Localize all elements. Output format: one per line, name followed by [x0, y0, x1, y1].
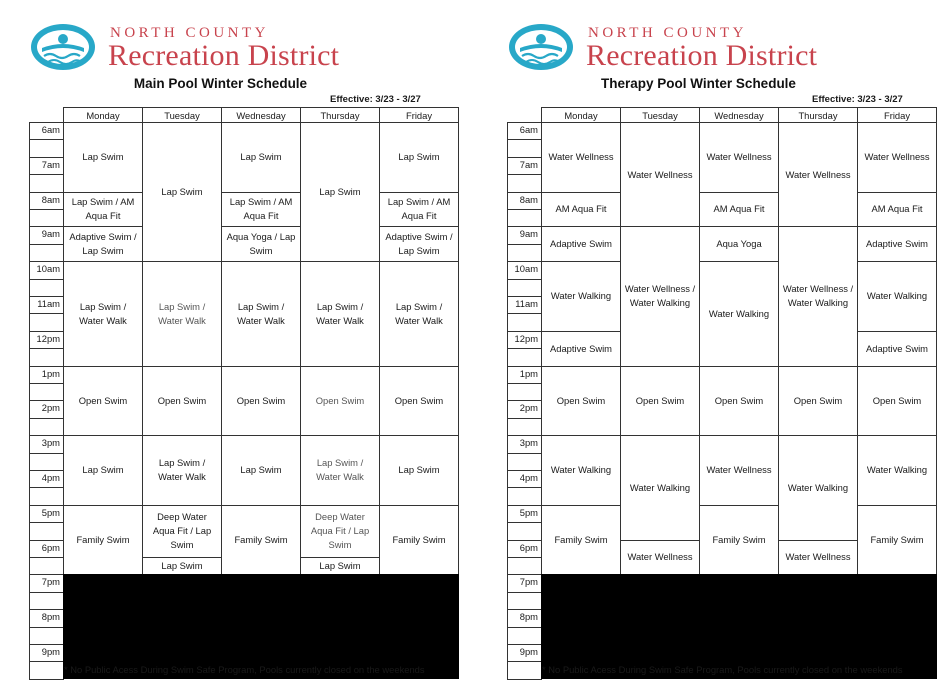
- time-slot: [507, 279, 542, 297]
- time-label: 7am: [519, 158, 538, 170]
- activity-block: AM Aqua Fit: [699, 192, 779, 228]
- time-slot: [507, 139, 542, 157]
- time-slot: [507, 244, 542, 262]
- footnote: * No Public Acess During Swim Safe Program, Pools currently closed on the weekends: [542, 664, 903, 675]
- activity-block: Lap Swim: [300, 557, 380, 575]
- day-header: Monday: [63, 107, 143, 123]
- time-label: 7am: [41, 158, 60, 170]
- activity-block: AM Aqua Fit: [857, 192, 937, 228]
- activity-block: Family Swim: [541, 505, 621, 576]
- time-slot: [507, 627, 542, 645]
- time-label: 9am: [519, 228, 538, 240]
- activity-block: Open Swim: [63, 366, 143, 437]
- day-header: Wednesday: [221, 107, 301, 123]
- district-logo: [508, 22, 848, 74]
- activity-block: Water Wellness: [778, 122, 858, 227]
- activity-block: Family Swim: [699, 505, 779, 576]
- swimmer-emblem-icon: [508, 22, 574, 72]
- activity-block: Lap Swim / AM Aqua Fit: [63, 192, 143, 228]
- activity-block: Water Walking: [857, 435, 937, 506]
- activity-block: Adaptive Swim: [857, 331, 937, 367]
- logo-line1: NORTH COUNTY: [110, 25, 270, 41]
- activity-block: Lap Swim / Water Walk: [221, 261, 301, 366]
- logo-line2: Recreation District: [586, 39, 818, 72]
- activity-block: Lap Swim / Water Walk: [300, 261, 380, 366]
- day-header: Friday: [379, 107, 459, 123]
- activity-block: Lap Swim / Water Walk: [142, 435, 222, 506]
- effective-dates: Effective: 3/23 - 3/27: [330, 94, 421, 105]
- time-label: 1pm: [519, 367, 538, 379]
- activity-block: Lap Swim / Water Walk: [63, 261, 143, 366]
- activity-block: Lap Swim / Water Walk: [142, 261, 222, 366]
- time-label: 9pm: [41, 646, 60, 657]
- time-label: 3pm: [41, 437, 60, 449]
- activity-block: Adaptive Swim: [857, 226, 937, 262]
- time-label: 12pm: [36, 332, 60, 344]
- activity-block: Open Swim: [541, 366, 621, 437]
- schedule-title: Therapy Pool Winter Schedule: [601, 76, 796, 91]
- activity-block: AM Aqua Fit: [541, 192, 621, 228]
- activity-block: Water Wellness: [541, 122, 621, 193]
- time-label: 8am: [41, 193, 60, 205]
- day-header: Friday: [857, 107, 937, 123]
- activity-block: Open Swim: [857, 366, 937, 437]
- activity-block: Adaptive Swim / Lap Swim: [379, 226, 459, 262]
- activity-block: Water Wellness / Water Walking: [778, 226, 858, 366]
- activity-block: Open Swim: [142, 366, 222, 437]
- activity-block: Lap Swim / Water Walk: [300, 435, 380, 506]
- activity-block: Water Walking: [541, 261, 621, 332]
- time-label: 5pm: [519, 506, 538, 518]
- activity-block: Family Swim: [857, 505, 937, 576]
- time-label: 2pm: [41, 402, 60, 414]
- day-header: Wednesday: [699, 107, 779, 123]
- time-label: 11am: [37, 298, 60, 309]
- time-label: 6am: [519, 124, 538, 135]
- time-label: 2pm: [519, 402, 538, 414]
- schedule-title: Main Pool Winter Schedule: [133, 76, 308, 91]
- activity-block: Water Walking: [699, 261, 779, 366]
- activity-block: Water Wellness: [857, 122, 937, 193]
- time-label: 10am: [514, 263, 538, 275]
- time-slot: [507, 661, 542, 679]
- activity-block: Lap Swim / AM Aqua Fit: [379, 192, 459, 228]
- day-header: Monday: [541, 107, 621, 123]
- activity-block: Lap Swim: [63, 122, 143, 193]
- activity-block: Water Wellness: [620, 122, 700, 227]
- activity-block: Adaptive Swim: [541, 331, 621, 367]
- activity-block: Open Swim: [699, 366, 779, 437]
- time-slot: [507, 209, 542, 227]
- activity-block: Open Swim: [620, 366, 700, 437]
- time-label: 8pm: [519, 611, 538, 623]
- time-label: 6pm: [519, 541, 538, 553]
- time-slot: [507, 348, 542, 366]
- activity-block: Open Swim: [221, 366, 301, 437]
- footnote: * No Public Acess During Swim Safe Program, Pools currently closed on the weekends: [64, 664, 425, 675]
- time-slot: [507, 522, 542, 540]
- activity-block: Lap Swim: [221, 122, 301, 193]
- activity-block: Open Swim: [778, 366, 858, 437]
- activity-block: Water Wellness / Water Walking: [620, 226, 700, 366]
- time-slot: [507, 313, 542, 331]
- activity-block: Open Swim: [300, 366, 380, 437]
- activity-block: Adaptive Swim: [541, 226, 621, 262]
- time-label: 3pm: [519, 437, 538, 449]
- day-header: Thursday: [778, 107, 858, 123]
- activity-block: Water Wellness: [778, 540, 858, 576]
- activity-block: Lap Swim / Water Walk: [379, 261, 459, 366]
- logo-line1: NORTH COUNTY: [588, 25, 748, 41]
- activity-block: Lap Swim: [63, 435, 143, 506]
- activity-block: Family Swim: [221, 505, 301, 576]
- time-label: 10am: [36, 263, 60, 275]
- logo-line2: Recreation District: [108, 39, 340, 72]
- time-label: 12pm: [514, 332, 538, 344]
- activity-block: Family Swim: [63, 505, 143, 576]
- time-slot: [507, 592, 542, 610]
- time-slot: [507, 557, 542, 575]
- activity-block: Deep Water Aqua Fit / Lap Swim: [300, 505, 380, 558]
- activity-block: Lap Swim: [221, 435, 301, 506]
- effective-dates: Effective: 3/23 - 3/27: [812, 94, 903, 105]
- time-slot: [507, 487, 542, 505]
- time-slot: [507, 174, 542, 192]
- time-label: 6am: [41, 124, 60, 135]
- activity-block: Water Walking: [620, 435, 700, 540]
- time-label: 4pm: [41, 472, 60, 483]
- activity-block: Lap Swim: [379, 122, 459, 193]
- activity-block: Lap Swim: [379, 435, 459, 506]
- time-label: 1pm: [41, 367, 60, 379]
- time-slot: [507, 418, 542, 436]
- time-label: 8pm: [41, 611, 60, 623]
- activity-block: Aqua Yoga: [699, 226, 779, 262]
- time-label: 5pm: [41, 506, 60, 518]
- activity-block: Aqua Yoga / Lap Swim: [221, 226, 301, 262]
- activity-block: Lap Swim: [142, 557, 222, 575]
- time-label: 11am: [515, 298, 538, 309]
- activity-block: Family Swim: [379, 505, 459, 576]
- day-header: Tuesday: [142, 107, 222, 123]
- time-label: 4pm: [519, 472, 538, 483]
- activity-block: Adaptive Swim / Lap Swim: [63, 226, 143, 262]
- time-label: 9am: [41, 228, 60, 240]
- time-label: 6pm: [41, 541, 60, 553]
- time-slot: [507, 383, 542, 401]
- activity-block: Water Wellness: [699, 435, 779, 506]
- activity-block: Water Walking: [541, 435, 621, 506]
- time-label: 8am: [519, 193, 538, 205]
- time-label: 7pm: [519, 576, 538, 588]
- day-header: Thursday: [300, 107, 380, 123]
- activity-block: Lap Swim: [142, 122, 222, 262]
- activity-block: Lap Swim / AM Aqua Fit: [221, 192, 301, 228]
- activity-block: Deep Water Aqua Fit / Lap Swim: [142, 505, 222, 558]
- time-slot: [507, 453, 542, 471]
- day-header: Tuesday: [620, 107, 700, 123]
- time-label: 7pm: [41, 576, 60, 588]
- time-label: 9pm: [519, 646, 538, 657]
- activity-block: Water Wellness: [699, 122, 779, 193]
- activity-block: Lap Swim: [300, 122, 380, 262]
- activity-block: Water Walking: [857, 261, 937, 332]
- activity-block: Water Walking: [778, 435, 858, 540]
- activity-block: Open Swim: [379, 366, 459, 437]
- activity-block: Water Wellness: [620, 540, 700, 576]
